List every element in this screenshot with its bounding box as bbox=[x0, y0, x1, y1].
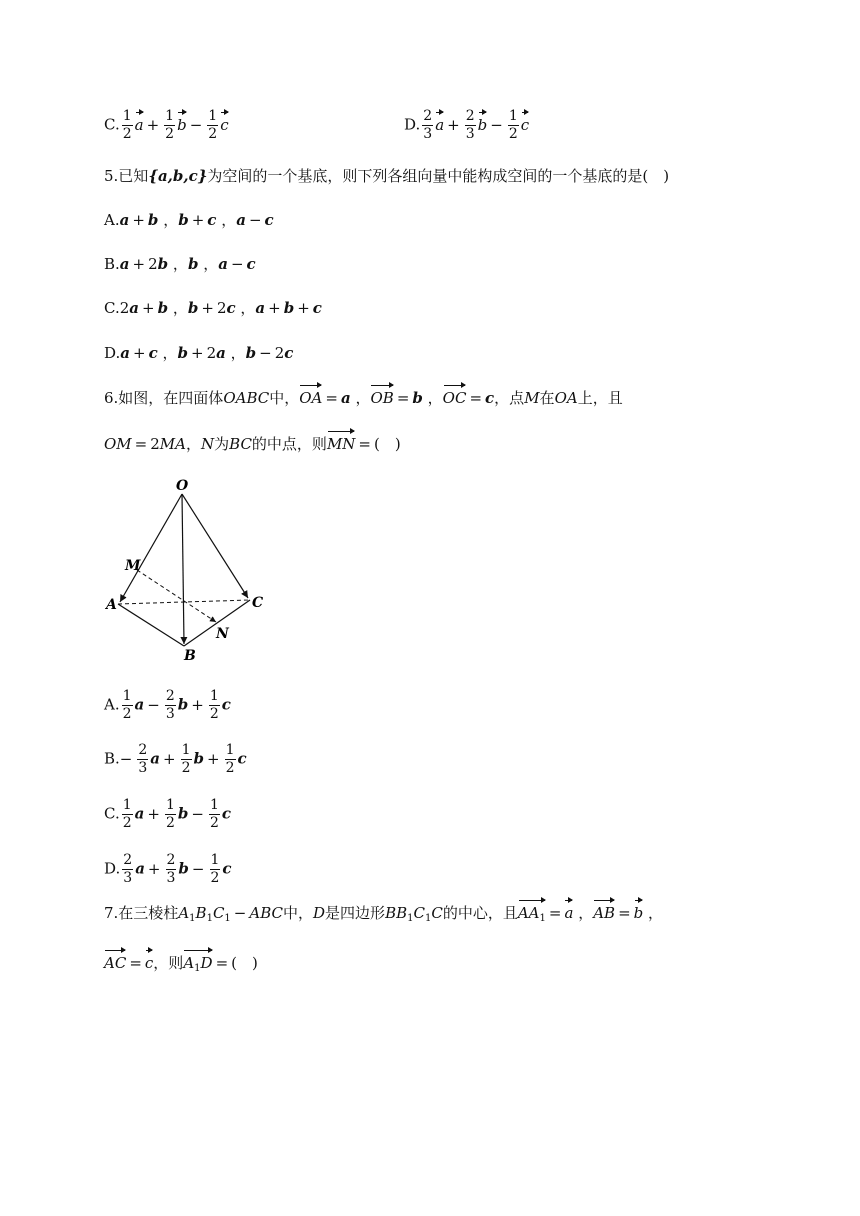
q5-stem: 5.已知{a,b,c}为空间的一个基底，则下列各组向量中能构成空间的一个基底的是( ) bbox=[104, 167, 670, 185]
label-n: N bbox=[216, 626, 229, 642]
q5-option-d[interactable]: D.a + c ，b + 2a ，b − 2c bbox=[104, 344, 294, 362]
q5-option-b[interactable]: B.a + 2b ，b ，a − c bbox=[104, 255, 256, 273]
option-label: D. bbox=[404, 115, 421, 134]
option-label: C. bbox=[104, 115, 120, 134]
edge-ob bbox=[182, 494, 184, 644]
q6-option-d[interactable]: D. $\frac{2}{3}$ a + $\frac{2}{3}$ b − $\frac{1}{2}$ c bbox=[104, 852, 232, 886]
q6-stem-line2: OM = 2MA，N为BC的中点，则MN = ( ) bbox=[104, 435, 401, 453]
q7-stem-line2: AC = c，则$A_1D$ = ( ) bbox=[104, 953, 258, 979]
q5-option-c[interactable]: C.2a + b ，b + 2c ，a + b + c bbox=[104, 299, 322, 317]
label-o: O bbox=[176, 478, 189, 494]
edge-oa bbox=[120, 494, 182, 602]
q4-option-d[interactable]: D. $\frac{2}{3}$ a + $\frac{2}{3}$ b − $\frac{1}{2}$ c bbox=[404, 108, 530, 142]
q6-stem-line1: 6.如图，在四面体OABC中，OA = a ，OB = b ，OC = c，点M在OA上，且 bbox=[104, 389, 623, 407]
label-a: A bbox=[106, 597, 117, 613]
q4-option-c[interactable]: C. $\frac{1}{2}$ a + $\frac{1}{2}$ b − $\frac{1}{2}$ c bbox=[104, 108, 229, 142]
tetrahedron-figure bbox=[100, 474, 280, 664]
edge-oc bbox=[182, 494, 248, 598]
vector-mn-dashed bbox=[137, 570, 216, 622]
q7-stem-line1: 7.在三棱柱$A_1B_1C_1$ − ABC中，D是四边形$BB_1C_1C$的中心，且$AA_1 = a$ ，AB = b ， bbox=[104, 903, 663, 929]
label-c: C bbox=[252, 595, 264, 611]
q6-option-c[interactable]: C. $\frac{1}{2}$ a + $\frac{1}{2}$ b − $\frac{1}{2}$ c bbox=[104, 797, 232, 831]
q6-option-a[interactable]: A. $\frac{1}{2}$ a − $\frac{2}{3}$ b + $\frac{1}{2}$ c bbox=[104, 688, 231, 722]
label-m: M bbox=[125, 558, 141, 574]
q5-option-a[interactable]: A.a + b ，b + c ，a − c bbox=[104, 211, 274, 229]
edge-ab bbox=[118, 604, 184, 646]
label-b: B bbox=[184, 648, 196, 664]
q6-option-b[interactable]: B.− $\frac{2}{3}$ a + $\frac{1}{2}$ b + $\frac{1}{2}$ c bbox=[104, 742, 247, 776]
